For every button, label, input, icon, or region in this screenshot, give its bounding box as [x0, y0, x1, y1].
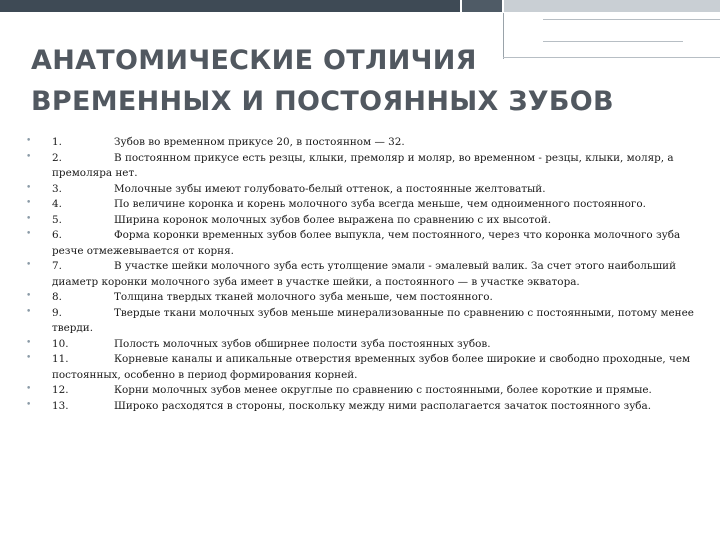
decor-line-1: [543, 19, 720, 20]
title-line-1: АНАТОМИЧЕСКИЕ ОТЛИЧИЯ: [31, 45, 477, 76]
list-item: [26, 151, 702, 182]
list-item: [26, 352, 702, 383]
bullet-icon: •: [26, 337, 32, 348]
differences-list: [26, 135, 702, 414]
list-item: [26, 306, 702, 337]
bullet-icon: •: [26, 198, 32, 208]
list-item: [26, 197, 702, 213]
item-number: 8.: [52, 291, 62, 303]
item-number: 13.: [52, 399, 69, 412]
list-item: [26, 337, 702, 353]
bullet-icon: •: [26, 213, 32, 224]
list-item: [26, 135, 702, 151]
item-number: 10.: [52, 337, 69, 350]
item-text: Широко расходятся в стороны, поскольку между ними располагается зачаток постоянного зуба.: [114, 399, 652, 412]
bullet-icon: •: [26, 136, 32, 146]
item-text: По величине коронка и корень молочного зуба всегда меньше, чем одноименного постоянного.: [114, 198, 646, 210]
bullet-icon: •: [26, 384, 32, 394]
item-number: 4.: [52, 198, 62, 210]
item-text: Корневые каналы и апикальные отверстия временных зубов более широкие и свободно проходные, чем постоянных, особенно в период формирования корней.: [52, 353, 691, 381]
bullet-icon: •: [26, 151, 32, 162]
item-text: Молочные зубы имеют голубовато-белый оттенок, а постоянные желтоватый.: [114, 182, 546, 195]
item-text: Твердые ткани молочных зубов меньше минерализованные по сравнению с постоянными, потому менее тверди.: [52, 306, 694, 334]
item-number: 9.: [52, 306, 62, 319]
bullet-icon: •: [26, 353, 32, 363]
list-item: [26, 399, 702, 415]
item-number: 5.: [52, 213, 62, 226]
item-text: Полость молочных зубов обширнее полости зуба постоянных зубов.: [114, 337, 491, 350]
item-number: 6.: [52, 229, 62, 241]
top-bar-mid-segment: [462, 0, 502, 12]
item-number: 7.: [52, 260, 62, 272]
top-decor-bar: [0, 0, 720, 12]
bullet-icon: •: [26, 291, 32, 301]
bullet-icon: •: [26, 229, 32, 239]
item-number: 11.: [52, 353, 69, 365]
bullet-icon: •: [26, 182, 32, 193]
item-text: Корни молочных зубов менее округлые по сравнению с постоянными, более короткие и прямые.: [114, 384, 652, 396]
top-bar-light-segment: [504, 0, 720, 12]
item-text: Форма коронки временных зубов более выпукла, чем постоянного, через что коронка молочного зуба резче отмежевывается от корня.: [52, 229, 681, 257]
list-item: [26, 228, 702, 259]
list-item: [26, 290, 702, 306]
item-text: В участке шейки молочного зуба есть утолщение эмали - эмалевый валик. За счет этого наибольший диаметр коронки молочного зуба имеет в участке шейки, а постоянного — в участке экватора.: [52, 260, 676, 288]
list-item: [26, 182, 702, 198]
list-item: [26, 213, 702, 229]
item-number: 12.: [52, 384, 69, 396]
list-item: [26, 383, 702, 399]
bullet-icon: •: [26, 399, 32, 410]
bullet-icon: •: [26, 306, 32, 317]
title-line-2: ВРЕМЕННЫХ И ПОСТОЯННЫХ ЗУБОВ: [31, 86, 614, 117]
item-text: В постоянном прикусе есть резцы, клыки, премоляр и моляр, во временном - резцы, клыки, моляр, а премоляра нет.: [52, 151, 674, 179]
item-number: 1.: [52, 136, 62, 148]
bullet-icon: •: [26, 260, 32, 270]
item-text: Зубов во временном прикусе 20, в постоянном — 32.: [114, 136, 405, 148]
top-bar-dark-segment: [0, 0, 460, 12]
slide-title: [31, 40, 711, 122]
item-number: 3.: [52, 182, 62, 195]
item-text: Ширина коронок молочных зубов более выражена по сравнению с их высотой.: [114, 213, 552, 226]
list-item: [26, 259, 702, 290]
item-number: 2.: [52, 151, 62, 164]
item-text: Толщина твердых тканей молочного зуба меньше, чем постоянного.: [114, 291, 493, 303]
